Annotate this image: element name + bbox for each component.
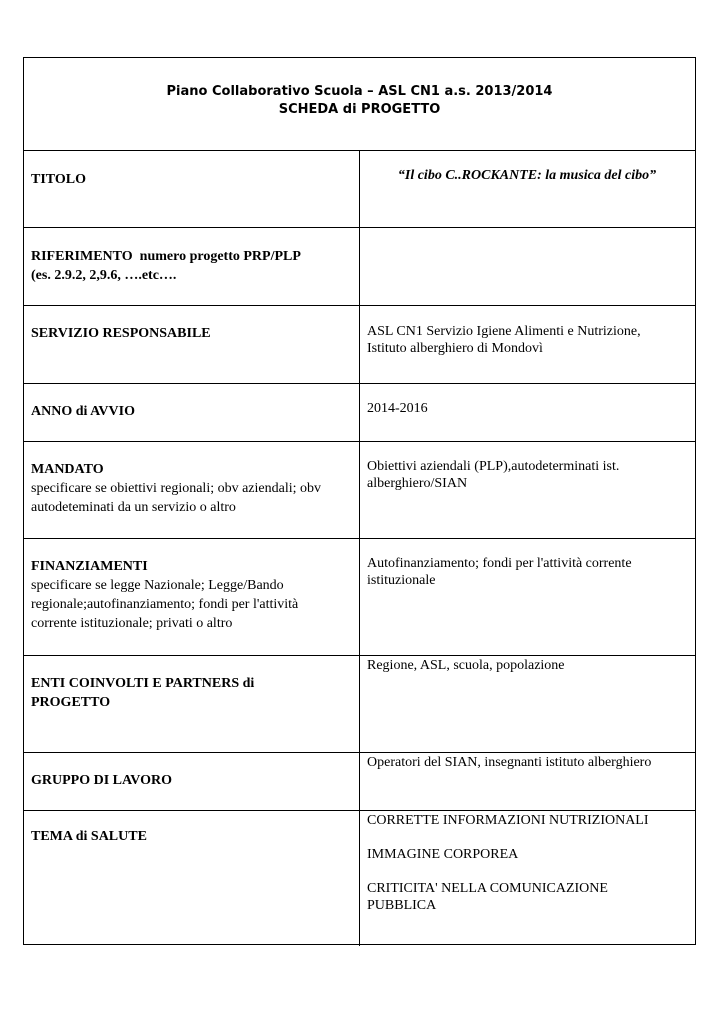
finanziamenti-label: FINANZIAMENTI xyxy=(31,559,148,574)
row-riferimento-value-cell xyxy=(360,228,695,305)
row-gruppo-label-cell xyxy=(24,753,360,810)
row-gruppo xyxy=(24,753,695,811)
row-finanziamenti-label-cell xyxy=(24,539,360,655)
mandato-value-line1: Obiettivi aziendali (PLP),autodeterminati ist. xyxy=(367,459,620,474)
riferimento-example: (es. 2.9.2, 2,9.6, ….etc…. xyxy=(31,268,177,283)
row-mandato xyxy=(24,442,695,539)
row-tema-value-cell xyxy=(360,811,695,946)
row-anno xyxy=(24,384,695,442)
row-riferimento xyxy=(24,228,695,306)
row-servizio xyxy=(24,306,695,384)
servizio-value-line1: ASL CN1 Servizio Igiene Alimenti e Nutrizione, xyxy=(367,324,641,339)
finanziamenti-desc-line3: corrente istituzionale; privati o altro xyxy=(31,616,233,631)
row-servizio-value-cell xyxy=(360,306,695,383)
row-servizio-label-cell xyxy=(24,306,360,383)
header-title: Piano Collaborativo Scuola – ASL CN1 a.s. 2013/2014 xyxy=(166,84,553,99)
mandato-label: MANDATO xyxy=(31,462,104,477)
row-enti xyxy=(24,656,695,753)
row-titolo xyxy=(24,151,695,228)
row-enti-value-cell xyxy=(360,656,695,752)
finanziamenti-desc-line1: specificare se legge Nazionale; Legge/Bando xyxy=(31,578,284,593)
project-sheet xyxy=(23,57,696,945)
tema-label: TEMA di SALUTE xyxy=(31,829,147,844)
mandato-desc-line2: autodeteminati da un servizio o altro xyxy=(31,500,236,515)
tema-value-item3-line1: CRITICITA' NELLA COMUNICAZIONE xyxy=(367,881,608,896)
servizio-label: SERVIZIO RESPONSABILE xyxy=(31,326,211,341)
servizio-value-line2: Istituto alberghiero di Mondovì xyxy=(367,341,543,356)
riferimento-label-extra: numero progetto PRP/PLP xyxy=(139,249,301,264)
row-riferimento-label-cell xyxy=(24,228,360,305)
enti-value: Regione, ASL, scuola, popolazione xyxy=(367,658,565,673)
titolo-label: TITOLO xyxy=(31,172,86,187)
tema-value-item1: CORRETTE INFORMAZIONI NUTRIZIONALI xyxy=(367,813,649,828)
row-enti-label-cell xyxy=(24,656,360,752)
row-mandato-value-cell xyxy=(360,442,695,538)
riferimento-label-main: RIFERIMENTO xyxy=(31,249,133,264)
document-header xyxy=(24,58,695,151)
finanziamenti-desc-line2: regionale;autofinanziamento; fondi per l'attività xyxy=(31,597,299,612)
anno-label: ANNO di AVVIO xyxy=(31,404,135,419)
row-titolo-value-cell xyxy=(360,151,695,227)
tema-value-item3-line2: PUBBLICA xyxy=(367,898,437,913)
header-subtitle: SCHEDA di PROGETTO xyxy=(278,102,441,117)
enti-label-line2: PROGETTO xyxy=(31,695,111,710)
finanziamenti-value-line1: Autofinanziamento; fondi per l'attività corrente xyxy=(367,556,632,571)
finanziamenti-value-line2: istituzionale xyxy=(367,573,436,588)
tema-value-item2: IMMAGINE CORPOREA xyxy=(367,847,519,862)
mandato-value-line2: alberghiero/SIAN xyxy=(367,476,468,491)
row-anno-value-cell xyxy=(360,384,695,441)
row-anno-label-cell xyxy=(24,384,360,441)
titolo-value: “Il cibo C..ROCKANTE: la musica del cibo” xyxy=(397,168,657,183)
row-finanziamenti-value-cell xyxy=(360,539,695,655)
row-titolo-label-cell xyxy=(24,151,360,227)
row-mandato-label-cell xyxy=(24,442,360,538)
row-gruppo-value-cell xyxy=(360,753,695,810)
anno-value: 2014-2016 xyxy=(367,401,428,416)
row-tema-label-cell xyxy=(24,811,360,946)
gruppo-value: Operatori del SIAN, insegnanti istituto alberghiero xyxy=(367,755,652,770)
enti-label-line1: ENTI COINVOLTI E PARTNERS di xyxy=(31,676,255,691)
row-tema xyxy=(24,811,695,946)
row-finanziamenti xyxy=(24,539,695,656)
mandato-desc-line1: specificare se obiettivi regionali; obv aziendali; obv xyxy=(31,481,322,496)
gruppo-label: GRUPPO DI LAVORO xyxy=(31,773,173,788)
riferimento-label xyxy=(31,247,301,266)
